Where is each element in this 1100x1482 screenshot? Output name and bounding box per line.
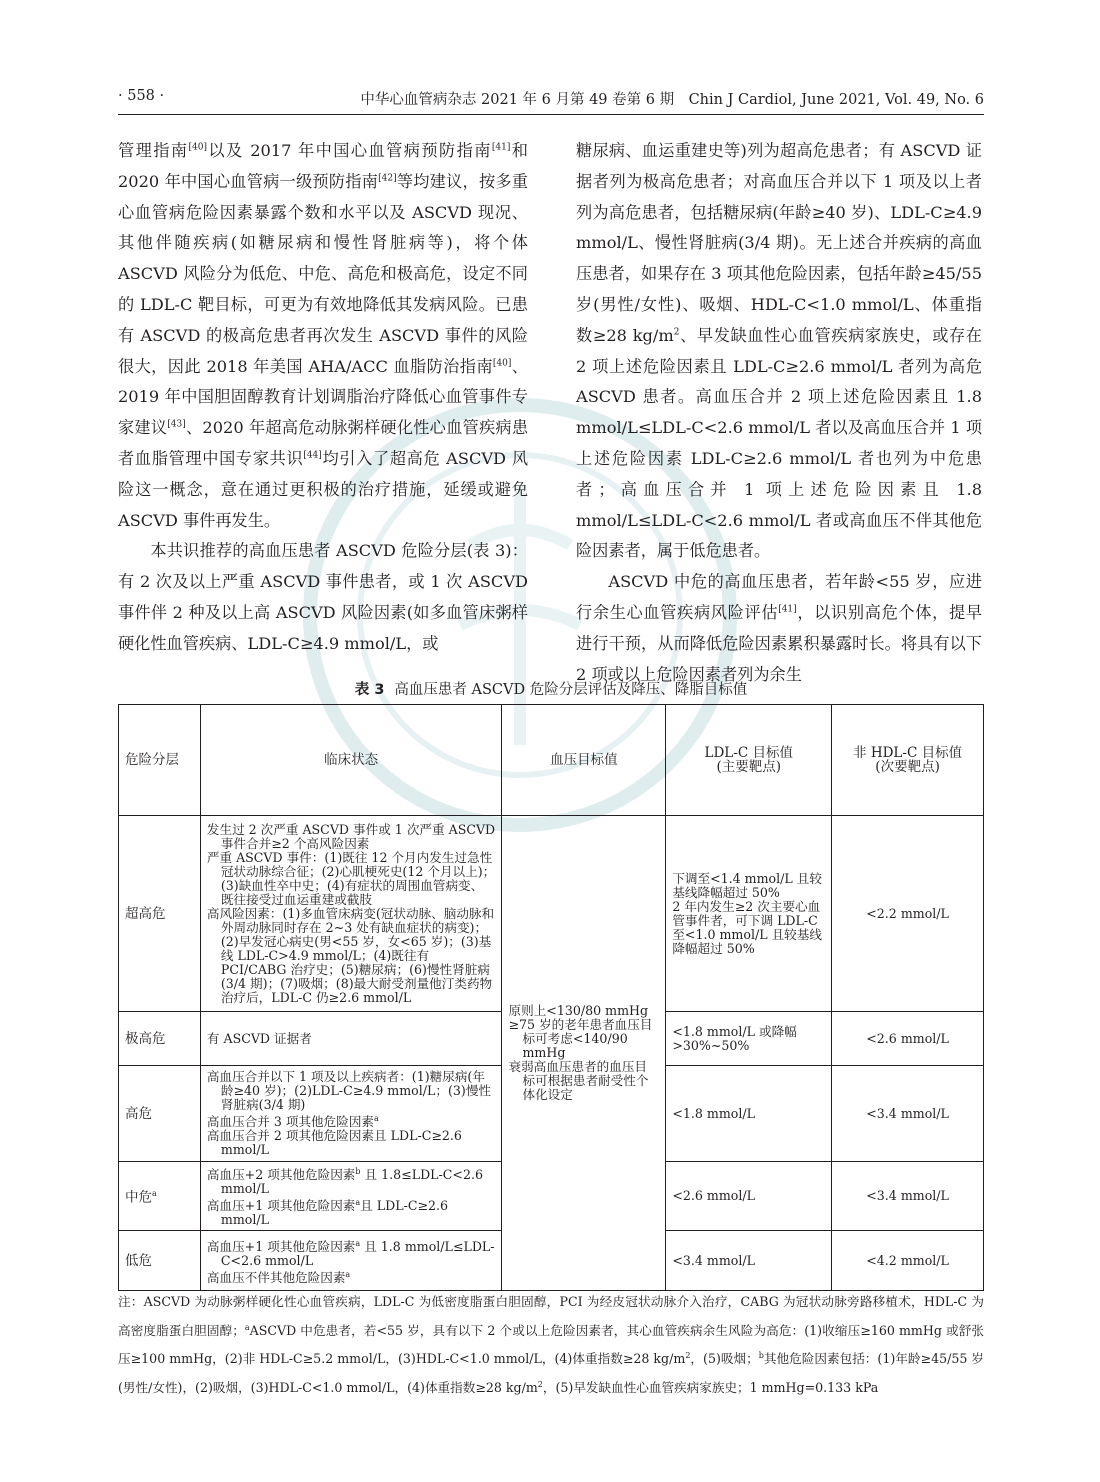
paragraph-text: 、早发缺血性心血管疾病家族史，或存在 2 项上述危险因素且 LDL-C≥2.6 mmol/L 者列为高危 ASCVD 患者。高血压合并 2 项上述危险因素且 1.8 mmol/L≤LDL-C<2.6 mmol/L 者以及高血压合并 1 项上述危险因素 LDL-C≥2.6 mmol/L 者也列为中危患者；高血压合并 1 项上述危险因素且 1.8 mmol/L≤LDL-C<2.6 mmol/L 者或高血压不伴其他危险因素者，属于低危患者。: [576, 325, 982, 561]
condition-text: 且 1.8 mmol/L≤LDL-C<2.6 mmol/L: [220, 1238, 495, 1268]
clinical-status-cell: [200, 1066, 502, 1162]
footnote-marker: a: [345, 1269, 351, 1279]
condition-line: 高风险因素：(1)多血管床病变(冠状动脉、脑动脉和外周动脉同时存在 2~3 处有缺血症状的病变)；(2)早发冠心病史(男<55 岁，女<65 岁)；(3)基线 LDL-C>4.9 mmol/L；(4)既往有 PCI/CABG 治疗史；(5)糖尿病；(6)慢性肾脏病(3/4 期)；(7)吸烟；(8)最大耐受剂量他汀类药物治疗后，LDL-C 仍≥2.6 mmol/L: [206, 905, 495, 1005]
risk-level-cell: 低危: [119, 1231, 201, 1291]
header-nonhdl-label: 非 HDL-C 目标值: [853, 745, 963, 761]
bp-target-cell: [502, 816, 666, 1291]
left-column: [118, 136, 528, 660]
paragraph-text: 均引入了超高危 ASCVD 风险这一概念，意在通过更积极的治疗措施，延缓或避免 ASCVD 事件再发生。: [118, 448, 529, 530]
table-label: 表 3: [354, 682, 385, 698]
table-header-row: [119, 705, 984, 816]
note-text: ，(5)吸烟；: [690, 1351, 759, 1367]
condition-line: [207, 1237, 496, 1268]
citation-ref: [40]: [492, 358, 512, 369]
condition-text: 且 1.8≤LDL-C<2.6 mmol/L: [220, 1167, 484, 1197]
condition-text: 高血压+2 项其他危险因素: [206, 1167, 356, 1183]
header-ldl-sub: (主要靶点): [716, 759, 781, 775]
paragraph-text: ，以识别高危个体，提早进行干预，从而降低危险因素累积暴露时长。将具有以下 2 项或以上危险因素者列为余生: [576, 602, 983, 684]
header-rule: [118, 114, 984, 115]
nonhdl-target-cell: <3.4 mmol/L: [832, 1162, 984, 1231]
risk-level-text: 中危: [125, 1189, 152, 1206]
clinical-status-cell: [200, 1162, 502, 1231]
ldl-target-cell: <1.8 mmol/L 或降幅>30%~50%: [666, 1012, 832, 1066]
nonhdl-target-cell: <2.6 mmol/L: [832, 1012, 984, 1066]
condition-text: 高血压合并 3 项其他危险因素: [206, 1114, 375, 1130]
condition-text: 高血压+1 项其他危险因素: [206, 1238, 356, 1254]
bp-target-line: ≥75 岁的老年患者血压目标可考虑<140/90 mmHg: [508, 1017, 653, 1061]
ldl-target-cell: [666, 816, 832, 1012]
ldl-target-cell: <2.6 mmol/L: [666, 1162, 832, 1231]
paragraph-text: 、2020 年超高危动脉粥样硬化性心血管疾病患者血脂管理中国专家共识: [118, 418, 529, 468]
condition-line: 高血压合并 2 项其他危险因素且 LDL-C≥2.6 mmol/L: [206, 1128, 462, 1158]
header-bp-target: 血压目标值: [502, 705, 666, 816]
paragraph-text: 以及 2017 年中国心血管病预防指南: [206, 141, 492, 160]
condition-line: 发生过 2 次严重 ASCVD 事件或 1 次严重 ASCVD 事件合并≥2 个高风险因素: [206, 821, 496, 851]
ldl-target-line: 下调至<1.4 mmol/L 且较基线降幅超过 50%: [672, 870, 822, 900]
ldl-target-cell: <1.8 mmol/L: [666, 1066, 832, 1162]
nonhdl-target-cell: <3.4 mmol/L: [832, 1066, 984, 1162]
condition-line: [207, 1196, 496, 1227]
ldl-target-cell: <3.4 mmol/L: [666, 1231, 832, 1291]
paragraph-text: 本共识推荐的高血压患者 ASCVD 危险分层(表 3)：有 2 次及以上严重 ASCVD 事件患者，或 1 次 ASCVD 事件伴 2 种及以上高 ASCVD 风险因素(如多血管床粥样硬化性血管疾病、LDL-C≥4.9 mmol/L，或: [118, 541, 528, 653]
header-nonhdl-sub: (次要靶点): [875, 759, 940, 775]
right-column: [576, 136, 982, 690]
risk-level-cell: 高危: [119, 1066, 201, 1162]
condition-text: 高血压不伴其他危险因素: [206, 1270, 346, 1286]
table-title: 高血压患者 ASCVD 危险分层评估及降压、降脂目标值: [394, 682, 748, 698]
condition-line: [207, 1165, 496, 1196]
table-row: [119, 816, 984, 1012]
superscript: 2: [673, 327, 680, 338]
header-clinical-status: 临床状态: [200, 705, 502, 816]
footnote-marker: a: [152, 1189, 157, 1199]
header-nonhdl-target: [832, 705, 984, 816]
condition-line: [207, 1112, 496, 1129]
header-risk-level: 危险分层: [119, 705, 201, 816]
risk-level-cell: 极高危: [119, 1012, 201, 1066]
bp-target-line: 衰弱高血压患者的血压目标可根据患者耐受性个体化设定: [508, 1059, 649, 1103]
risk-level-cell: [119, 1162, 201, 1231]
footnote-marker: a: [244, 1322, 250, 1332]
footnote-marker: a: [355, 1198, 361, 1208]
table-caption: [118, 678, 984, 699]
note-text: ，(5)早发缺血性心血管疾病家族史；1 mmHg=0.133 kPa: [542, 1380, 879, 1396]
clinical-status-cell: [200, 1012, 502, 1066]
condition-line: 高血压合并以下 1 项及以上疾病者：(1)糖尿病(年龄≥40 岁)；(2)LDL-C≥4.9 mmol/L；(3)慢性肾脏病(3/4 期): [206, 1068, 492, 1112]
superscript: 2: [685, 1351, 691, 1361]
nonhdl-target-cell: <4.2 mmol/L: [832, 1231, 984, 1291]
header-ldl-label: LDL-C 目标值: [704, 745, 793, 761]
condition-line: [207, 1268, 496, 1285]
condition-line: 有 ASCVD 证据者: [206, 1030, 312, 1046]
condition-line: 严重 ASCVD 事件：(1)既往 12 个月内发生过急性冠状动脉综合征；(2)心肌梗死史(12 个月以上)；(3)缺血性卒中史；(4)有症状的周围血管病变、既往接受过血运重建或截肢: [206, 849, 496, 907]
page-number: · 558 ·: [118, 88, 165, 104]
footnote-marker: b: [355, 1167, 361, 1176]
risk-level-cell: 超高危: [119, 816, 201, 1012]
condition-text: 且 LDL-C≥2.6 mmol/L: [220, 1198, 449, 1228]
citation-ref: [43]: [167, 419, 186, 430]
citation-ref: [41]: [491, 142, 511, 153]
superscript: 2: [537, 1379, 543, 1389]
header-ldl-target: [666, 705, 832, 816]
page-header: [118, 88, 984, 112]
citation-ref: [42]: [378, 173, 397, 184]
footnote-marker: a: [355, 1238, 361, 1248]
footnote-marker: a: [374, 1113, 379, 1123]
paragraph-text: 和 2020 年中国心血管病一级预防指南: [118, 141, 528, 191]
table-footnote: [118, 1289, 984, 1401]
bp-target-line: 原则上<130/80 mmHg: [508, 1003, 649, 1019]
citation-ref: [41]: [778, 604, 797, 615]
condition-text: 高血压+1 项其他危险因素: [206, 1198, 356, 1214]
ldl-target-line: 2 年内发生≥2 次主要心血管事件者，可下调 LDL-C 至<1.0 mmol/L 且较基线降幅超过 50%: [672, 898, 822, 956]
risk-stratification-table: [118, 704, 984, 1291]
note-text: ASCVD 中危患者，若<55 岁，具有以下 2 个或以上危险因素者，其心血管疾病余生风险为高危：(1)收缩压≥160 mmHg 或舒张压≥100 mmHg，(2)非 HDL-C≥5.2 mmol/L，(3)HDL-C<1.0 mmol/L，(4)体重指数≥28 kg/m: [118, 1322, 984, 1367]
paragraph-text: 管理指南: [118, 141, 189, 160]
nonhdl-target-cell: <2.2 mmol/L: [832, 816, 984, 1012]
note-text: 注：ASCVD 为动脉粥样硬化性心血管疾病，LDL-C 为低密度脂蛋白胆固醇，PCI 为经皮冠状动脉介入治疗，CABG 为冠状动脉旁路移植术，HDL-C 为高密度脂蛋白胆固醇；: [118, 1294, 984, 1338]
paragraph-text: 、2019 年中国胆固醇教育计划调脂治疗降低心血管事件专家建议: [118, 356, 528, 438]
journal-citation: 中华心血管病杂志 2021 年 6 月第 49 卷第 6 期 Chin J Cardiol, June 2021, Vol. 49, No. 6: [360, 92, 984, 108]
footnote-marker: b: [758, 1351, 764, 1361]
note-text: 其他危险因素包括：(1)年龄≥45/55 岁(男性/女性)，(2)吸烟，(3)HDL-C<1.0 mmol/L，(4)体重指数≥28 kg/m: [118, 1351, 984, 1396]
paragraph-text: ASCVD 中危的高血压患者，若年龄<55 岁，应进行余生心血管疾病风险评估: [576, 572, 982, 622]
citation-ref: [44]: [303, 450, 322, 461]
clinical-status-cell: [200, 1231, 502, 1291]
paragraph-text: 等均建议，按多重心血管病危险因素暴露个数和水平以及 ASCVD 现况、其他伴随疾病(如糖尿病和慢性肾脏病等)，将个体 ASCVD 风险分为低危、中危、高危和极高危，设定不同的 LDL-C 靶目标，可更为有效地降低其发病风险。已患有 ASCVD 的极高危患者再次发生 ASCVD 事件的风险很大，因此 2018 年美国 AHA/ACC 血脂防治指南: [118, 171, 528, 376]
clinical-status-cell: [200, 816, 502, 1012]
citation-ref: [40]: [188, 142, 207, 153]
paragraph-text: 糖尿病、血运重建史等)列为超高危患者；有 ASCVD 证据者列为极高危患者；对高血压合并以下 1 项及以上者列为高危患者，包括糖尿病(年龄≥40 岁)、LDL-C≥4.9 mmol/L、慢性肾脏病(3/4 期)。无上述合并疾病的高血压患者，如果存在 3 项其他危险因素，包括年龄≥45/55 岁(男性/女性)、吸烟、HDL-C<1.0 mmol/L、体重指数≥28 kg/m: [576, 141, 982, 345]
